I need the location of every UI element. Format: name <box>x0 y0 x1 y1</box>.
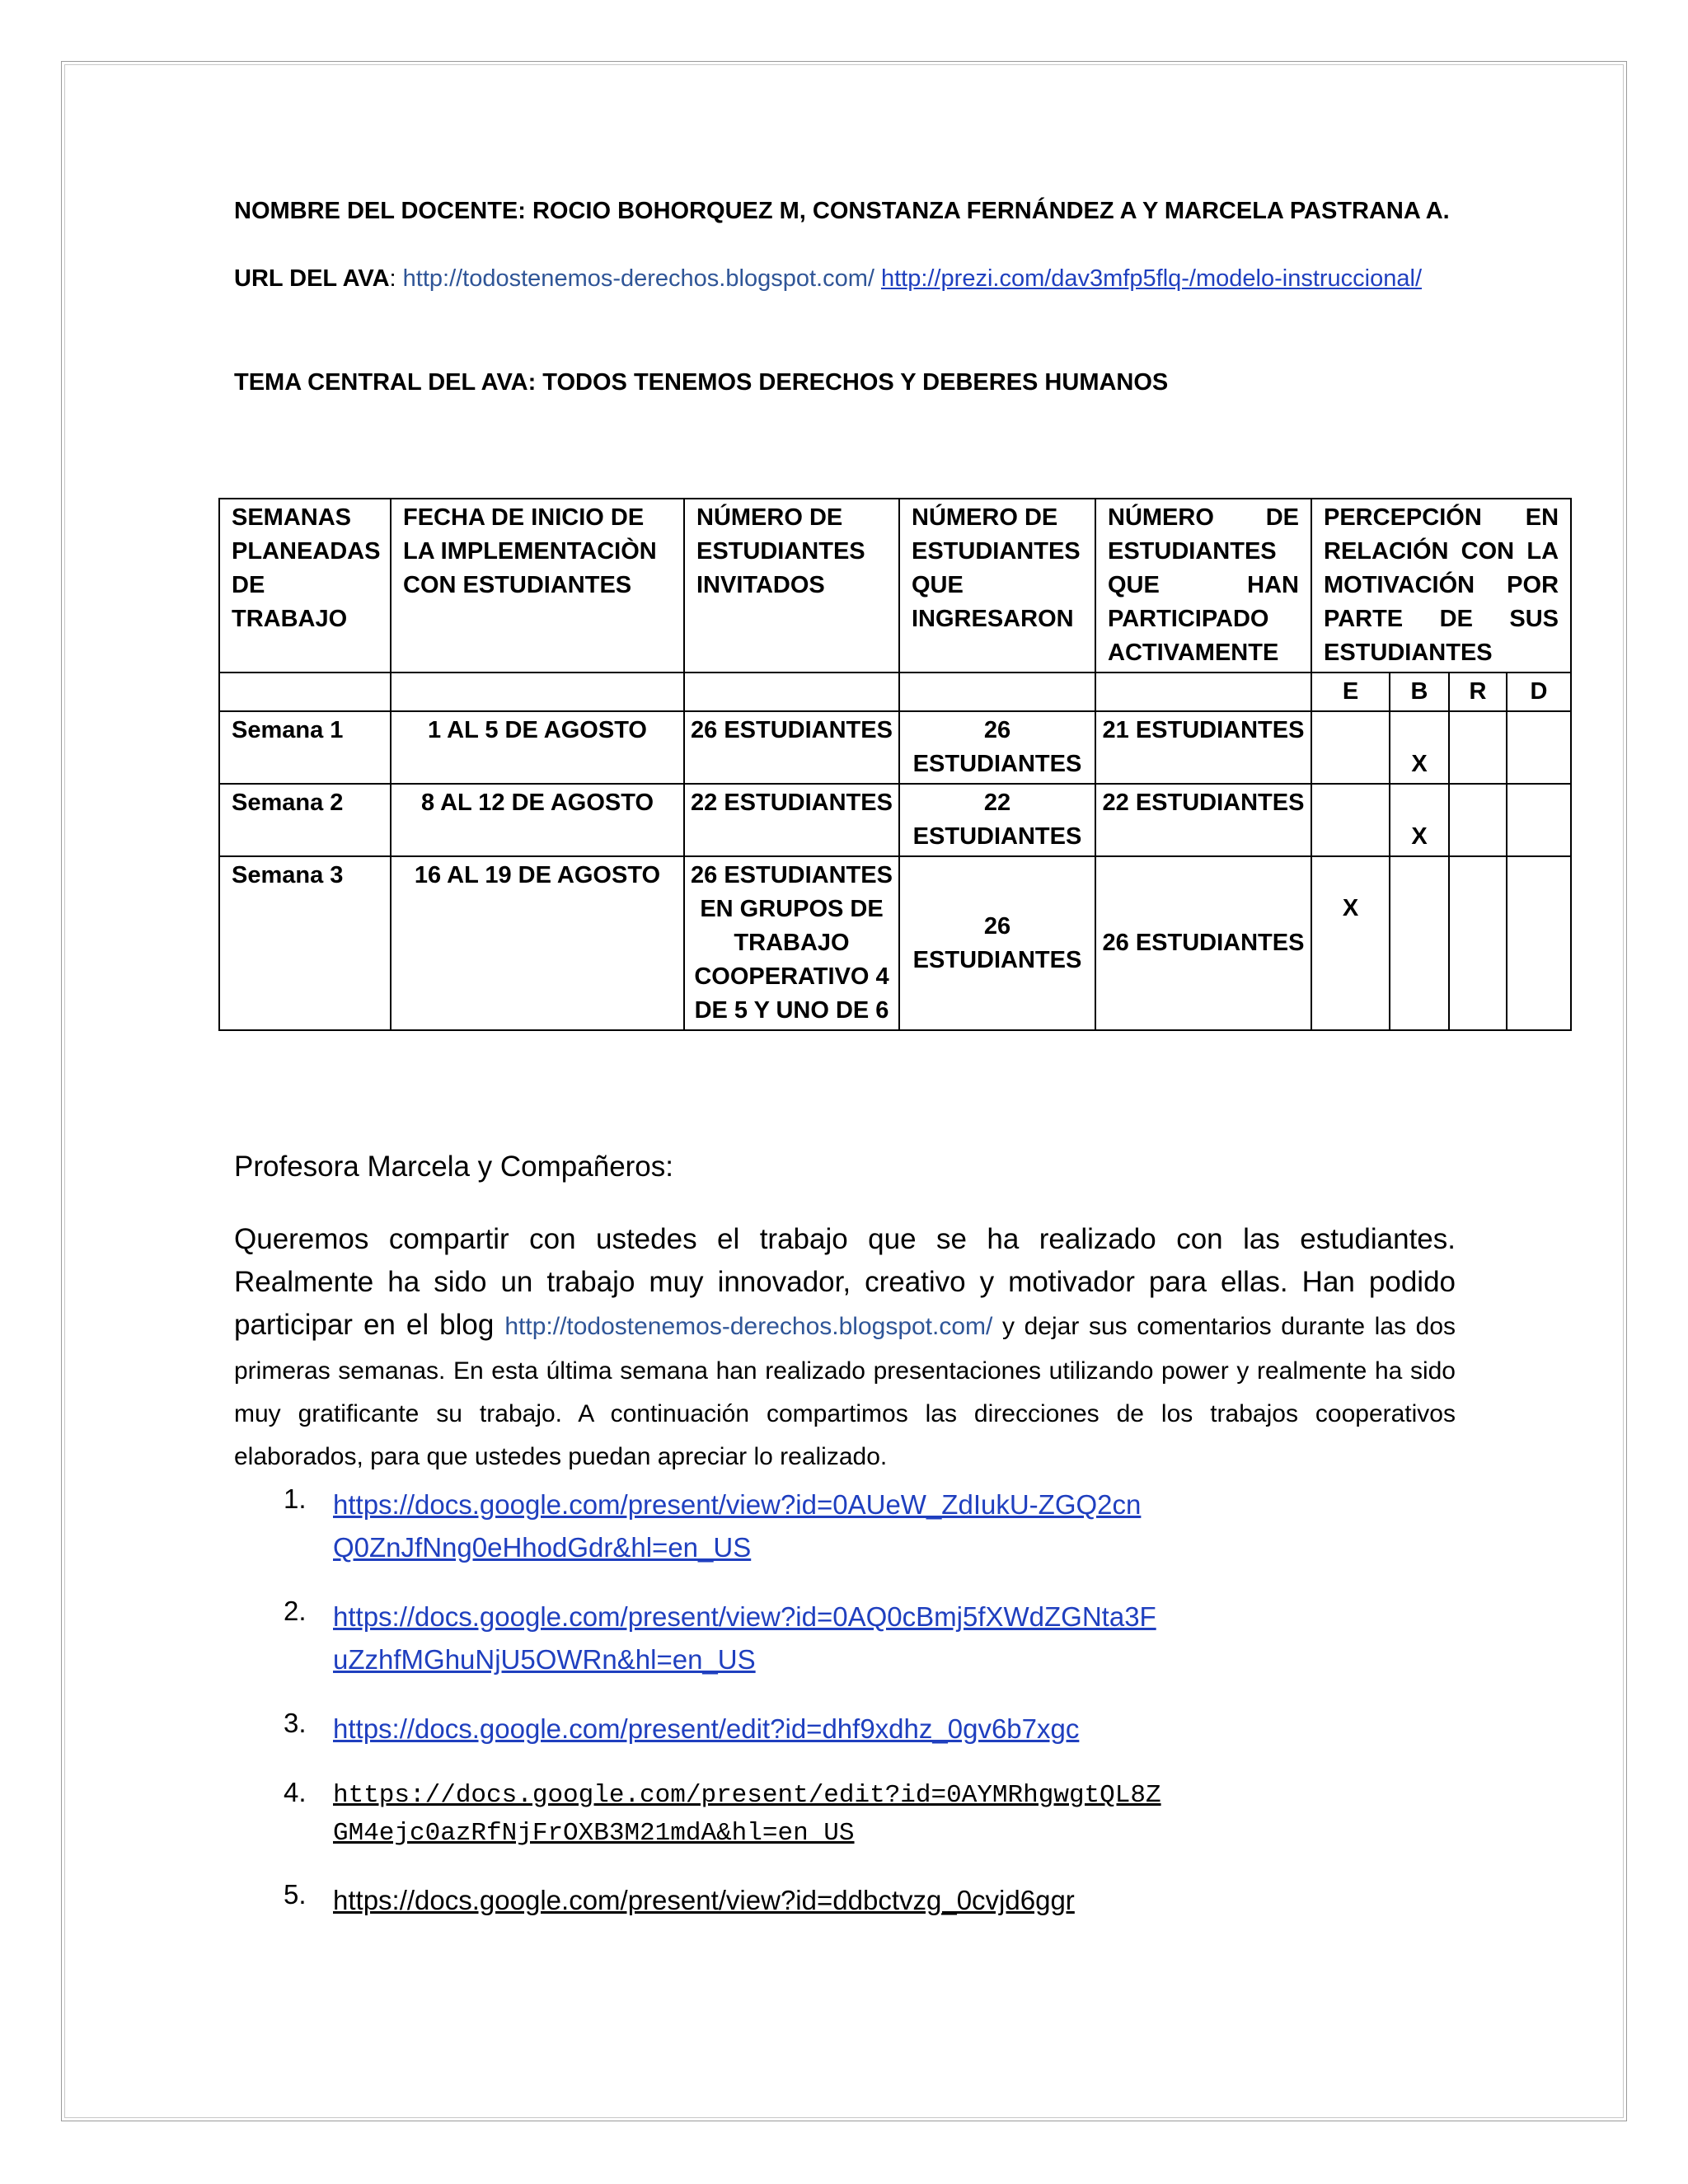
scale-d: D <box>1507 673 1571 711</box>
scale-r: R <box>1449 673 1507 711</box>
prezi-link[interactable]: http://prezi.com/dav3mfp5flq-/modelo-instruccional/ <box>880 265 1422 292</box>
doc-link[interactable]: https://docs.google.com/present/edit?id=0AYMRhgwgtQL8ZGM4ejc0azRfNjFrOXB3M21mdA&hl=en_US <box>333 1781 1161 1848</box>
list-item <box>234 1483 1553 1569</box>
cell-invitados: 22 ESTUDIANTES <box>684 784 899 856</box>
blog-link[interactable]: http://todostenemos-derechos.blogspot.com/ <box>402 265 874 292</box>
header-participado: NÚMERO DE ESTUDIANTES QUE HAN PARTICIPADO ACTIVAMENTE <box>1095 499 1311 673</box>
cell-e <box>1311 711 1390 784</box>
cell-b: X <box>1390 711 1449 784</box>
table-row <box>219 784 1571 856</box>
para-end: y dejar sus comentarios durante las dos primeras semanas. En esta última semana han realizado presentaciones utilizando power y realmente ha sido muy gratificante su trabajo. A continuación compartimos las direcciones de los trabajos cooperativos elaborados, para que ustedes puedan apreciar lo realizado. <box>234 1313 1456 1470</box>
cell-semana: Semana 2 <box>219 784 391 856</box>
cell-b <box>1390 856 1449 1030</box>
url-label: URL DEL AVA <box>234 265 390 292</box>
cell-e <box>1311 784 1390 856</box>
scale-row <box>219 673 1571 711</box>
cell-participado: 21 ESTUDIANTES <box>1095 711 1311 784</box>
header-fecha: FECHA DE INICIO DE LA IMPLEMENTACIÒN CON ESTUDIANTES <box>391 499 684 673</box>
table-row <box>219 711 1571 784</box>
cell-r <box>1449 711 1507 784</box>
cell-participado: 22 ESTUDIANTES <box>1095 784 1311 856</box>
header-ingresaron: NÚMERO DE ESTUDIANTES QUE INGRESARON <box>899 499 1095 673</box>
greeting: Profesora Marcela y Compañeros: <box>234 1151 673 1183</box>
table-header-row <box>219 499 1571 673</box>
doc-link[interactable]: https://docs.google.com/present/view?id=0AUeW_ZdIukU-ZGQ2cnQ0ZnJfNng0eHhodGdr&hl=en_US <box>333 1489 1142 1563</box>
cell-invitados: 26 ESTUDIANTES EN GRUPOS DE TRABAJO COOPERATIVO 4 DE 5 Y UNO DE 6 <box>684 856 899 1030</box>
docente-line: NOMBRE DEL DOCENTE: ROCIO BOHORQUEZ M, CONSTANZA FERNÁNDEZ A Y MARCELA PASTRANA A. <box>234 198 1450 224</box>
header-semanas: SEMANAS PLANEADAS DE TRABAJO <box>219 499 391 673</box>
cell-fecha: 1 AL 5 DE AGOSTO <box>391 711 684 784</box>
list-number: 1. <box>284 1483 307 1514</box>
para-blog-link[interactable]: http://todostenemos-derechos.blogspot.com/ <box>504 1313 993 1340</box>
cell-d <box>1507 711 1571 784</box>
links-list <box>234 1483 1553 1922</box>
doc-link[interactable]: https://docs.google.com/present/edit?id=dhf9xdhz_0gv6b7xgc <box>333 1713 1080 1744</box>
cell-e: X <box>1311 856 1390 1030</box>
list-item <box>234 1777 1553 1853</box>
table-row <box>219 856 1571 1030</box>
header-invitados: NÚMERO DE ESTUDIANTES INVITADOS <box>684 499 899 673</box>
para-start: Queremos compartir con ustedes el trabajo que se ha realizado con las estudiantes. Realmente ha sido un trabajo muy innovador, creativo y motivador para ellas. Han podido participar en el blog <box>234 1223 1456 1341</box>
cell-fecha: 8 AL 12 DE AGOSTO <box>391 784 684 856</box>
cell-semana: Semana 3 <box>219 856 391 1030</box>
cell-semana: Semana 1 <box>219 711 391 784</box>
report-table <box>218 498 1572 1031</box>
cell-ingresaron: 26 ESTUDIANTES <box>899 856 1095 1030</box>
list-number: 2. <box>284 1596 307 1626</box>
cell-ingresaron: 22 ESTUDIANTES <box>899 784 1095 856</box>
tema-line: TEMA CENTRAL DEL AVA: TODOS TENEMOS DERECHOS Y DEBERES HUMANOS <box>234 369 1169 396</box>
cell-r <box>1449 856 1507 1030</box>
cell-invitados: 26 ESTUDIANTES <box>684 711 899 784</box>
cell-participado: 26 ESTUDIANTES <box>1095 856 1311 1030</box>
list-number: 3. <box>284 1708 307 1738</box>
list-item <box>234 1879 1553 1922</box>
list-number: 5. <box>284 1879 307 1910</box>
url-separator: : <box>389 265 403 292</box>
doc-link[interactable]: https://docs.google.com/present/view?id=0AQ0cBmj5fXWdZGNta3FuZzhfMGhuNjU5OWRn&hl=en_US <box>333 1601 1156 1675</box>
cell-r <box>1449 784 1507 856</box>
list-item <box>234 1708 1553 1750</box>
scale-e: E <box>1311 673 1390 711</box>
doc-link[interactable]: https://docs.google.com/present/view?id=ddbctvzg_0cvjd6ggr <box>333 1885 1075 1915</box>
scale-b: B <box>1390 673 1449 711</box>
cell-ingresaron: 26 ESTUDIANTES <box>899 711 1095 784</box>
header-percepcion: PERCEPCIÓN EN RELACIÓN CON LA MOTIVACIÓN POR PARTE DE SUS ESTUDIANTES <box>1311 499 1571 673</box>
cell-b: X <box>1390 784 1449 856</box>
cell-d <box>1507 784 1571 856</box>
cell-fecha: 16 AL 19 DE AGOSTO <box>391 856 684 1030</box>
list-number: 4. <box>284 1777 307 1807</box>
url-line <box>234 259 1454 298</box>
body-paragraph <box>234 1218 1456 1477</box>
cell-d <box>1507 856 1571 1030</box>
list-item <box>234 1596 1553 1681</box>
